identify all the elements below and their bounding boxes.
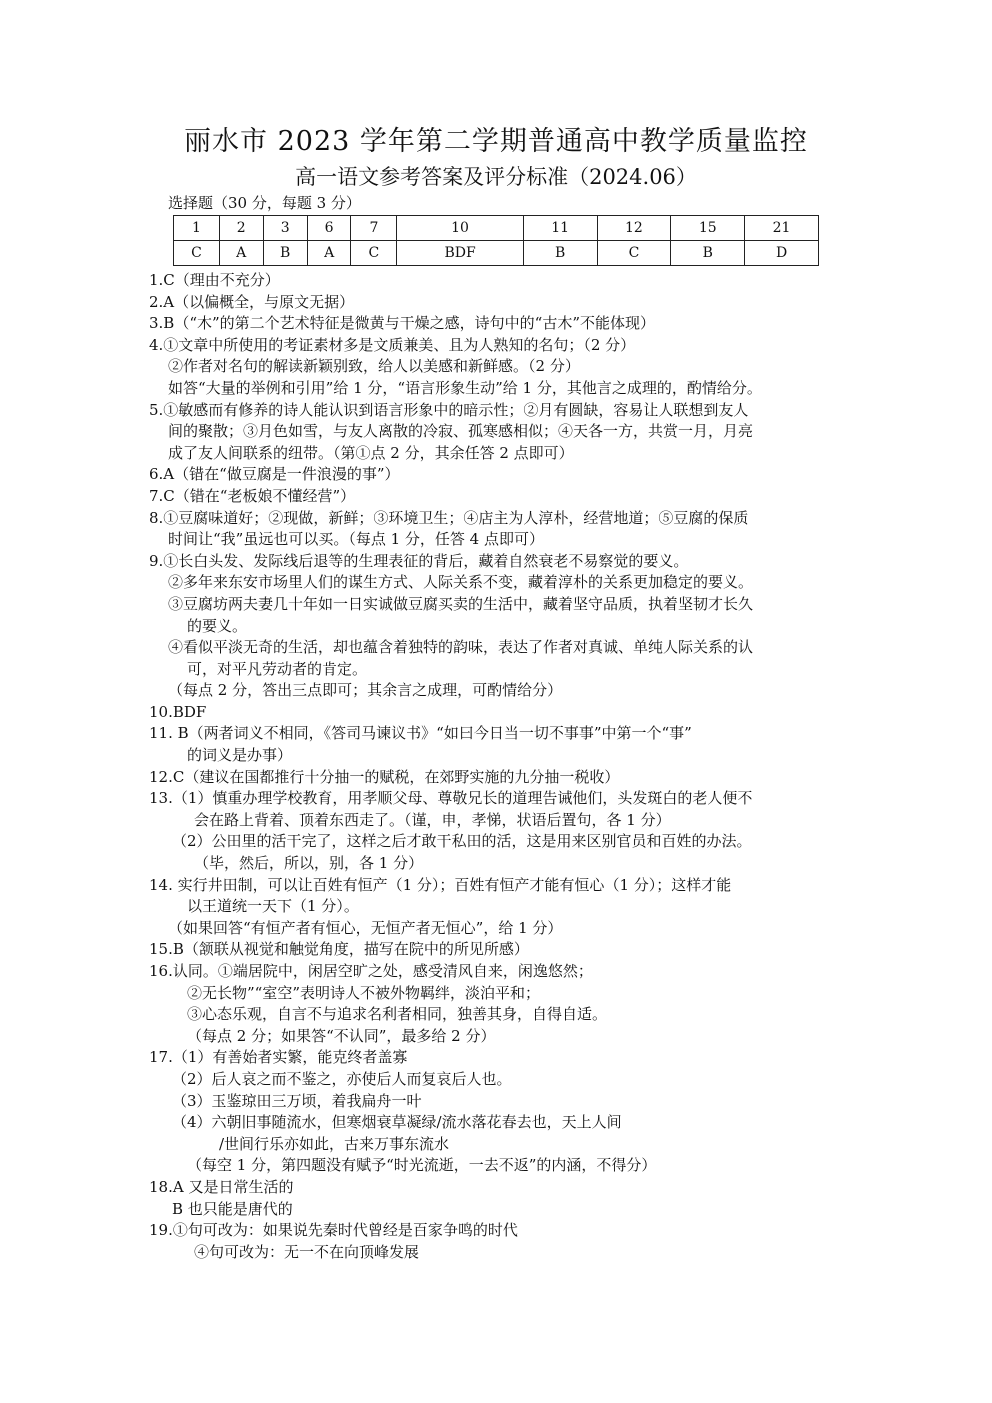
answer-line: 时间让“我”虽远也可以买。（每点 1 分，任答 4 点即可） [168,530,544,549]
answer-line: 12.C（建议在国都推行十分抽一的赋税，在郊野实施的九分抽一税收） [149,767,620,786]
answer-line: 18.A 又是日常生活的 [149,1177,294,1196]
answer-cell: BDF [397,241,523,266]
answer-line: ③心态乐观，自言不与追求名利者相同，独善其身，自得自适。 [187,1005,608,1024]
answer-cell: A [307,241,351,266]
answer-line: 5.①敏感而有修养的诗人能认识到语言形象中的暗示性；②月有圆缺，容易让人联想到友人 [149,400,749,419]
page-title: 丽水市 2023 学年第二学期普通高中教学质量监控 [184,126,808,157]
answer-line: 17.（1）有善始者实繁，能克终者盖寡 [149,1048,408,1067]
answer-line: （每点 2 分，答出三点即可；其余言之成理，可酌情给分） [168,681,563,700]
answer-line: ④句可改为：无一不在向顶峰发展 [194,1242,420,1261]
answer-line: 9.①长白头发、发际线后退等的生理表征的背后，藏着自然衰老不易察觉的要义。 [149,551,689,570]
answer-cell: B [671,241,745,266]
question-number-cell: 2 [219,216,263,241]
answer-line: （如果回答“有恒产者有恒心，无恒产者无恒心”，给 1 分） [168,918,563,937]
answer-line: 11. B（两者词义不相同，《答司马谏议书》“如曰今日当一切不事事”中第一个“事” [149,724,692,743]
answer-body [149,270,849,1263]
answer-line: 可，对平凡劳动者的肯定。 [187,659,368,678]
choice-caption: 选择题（30 分，每题 3 分） [168,194,361,212]
answer-cell: C [597,241,671,266]
question-number-cell: 21 [745,216,819,241]
answer-line: ④看似平淡无奇的生活，却也蕴含着独特的韵味，表达了作者对真诚、单纯人际关系的认 [168,638,754,657]
answer-line: ②作者对名句的解读新颖别致，给人以美感和新鲜感。（2 分） [168,357,580,376]
answer-line: 10.BDF [149,702,207,721]
answer-line: （2）后人哀之而不鉴之，亦使后人而复哀后人也。 [172,1069,512,1088]
question-number-cell: 12 [597,216,671,241]
answer-line: （4）六朝旧事随流水，但寒烟衰草凝绿/流水落花春去也，天上人间 [172,1113,622,1132]
question-number-cell: 6 [307,216,351,241]
answer-line: 会在路上背着、顶着东西走了。（谨，申，孝悌，状语后置句，各 1 分） [194,810,671,829]
question-number-cell: 11 [523,216,597,241]
answer-table [173,215,819,266]
answer-line: （毕，然后，所以，别，各 1 分） [194,854,424,873]
page-subtitle: 高一语文参考答案及评分标准（2024.06） [295,165,697,189]
question-number-cell: 10 [397,216,523,241]
answer-line: 14. 实行井田制，可以让百姓有恒产（1 分）；百姓有恒产才能有恒心（1 分）；这样才能 [149,875,732,894]
answer-line: 6.A（错在“做豆腐是一件浪漫的事”） [149,465,400,484]
answer-line: ②无长物”“室空”表明诗人不被外物羁绊，淡泊平和； [187,983,541,1002]
answer-cell: C [174,241,220,266]
answer-line: 1.C（理由不充分） [149,271,280,289]
answer-line: 19.①句可改为：如果说先秦时代曾经是百家争鸣的时代 [149,1221,518,1240]
answer-cell: B [263,241,307,266]
answer-line: （每点 2 分；如果答“不认同”，最多给 2 分） [187,1026,496,1045]
answer-line: 以王道统一天下（1 分）。 [187,897,359,916]
answer-line: 13.（1）慎重办理学校教育，用孝顺父母、尊敬兄长的道理告诫他们，头发斑白的老人便不 [149,789,753,808]
answer-cell: D [745,241,819,266]
question-number-cell: 3 [263,216,307,241]
answer-cell: A [219,241,263,266]
answer-row [174,241,819,266]
answer-line: （每空 1 分，第四题没有赋予“时光流逝，一去不返”的内涵，不得分） [187,1156,657,1175]
question-number-row [174,216,819,241]
answer-line: 的词义是办事） [187,746,293,765]
answer-line: （2）公田里的活干完了，这样之后才敢干私田的活，这是用来区别官员和百姓的办法。 [172,832,752,851]
answer-line: 的要义。 [187,616,248,635]
question-number-cell: 15 [671,216,745,241]
answer-line: 8.①豆腐味道好；②现做，新鲜；③环境卫生；④店主为人淳朴，经营地道；⑤豆腐的保质 [149,508,749,527]
answer-line: /世间行乐亦如此，古来万事东流水 [219,1134,450,1153]
question-number-cell: 7 [351,216,397,241]
answer-line: 间的聚散；③月色如雪，与友人离散的冷寂、孤寒感相似；④天各一方，共赏一月，月亮 [168,422,754,441]
answer-line: （3）玉鉴琼田三万顷，着我扁舟一叶 [172,1091,422,1110]
answer-line: ③豆腐坊两夫妻几十年如一日实诚做豆腐买卖的生活中，藏着坚守品质，执着坚韧才长久 [168,594,754,613]
answer-cell: B [523,241,597,266]
answer-line: 4.①文章中所使用的考证素材多是文质兼美、且为人熟知的名句；（2 分） [149,335,636,354]
answer-line: 成了友人间联系的纽带。（第①点 2 分，其余任答 2 点即可） [168,443,574,462]
answer-line: 2.A（以偏概全，与原文无据） [149,292,355,311]
answer-line: B 也只能是唐代的 [172,1199,293,1218]
answer-line: 16.认同。①端居院中，闲居空旷之处，感受清风自来，闲逸悠然； [149,962,593,980]
answer-cell: C [351,241,397,266]
answer-line: 15.B（颔联从视觉和触觉角度，描写在院中的所见所感） [149,940,529,959]
answer-line: 3.B（“木”的第二个艺术特征是微黄与干燥之感，诗句中的“古木”不能体现） [149,314,656,333]
question-number-cell: 1 [174,216,220,241]
answer-line: ②多年来东安市场里人们的谋生方式、人际关系不变，藏着淳朴的关系更加稳定的要义。 [168,573,754,592]
answer-line: 7.C（错在“老板娘不懂经营”） [149,486,356,505]
answer-line: 如答“大量的举例和引用”给 1 分，“语言形象生动”给 1 分，其他言之成理的，酌情给分。 [168,378,762,397]
